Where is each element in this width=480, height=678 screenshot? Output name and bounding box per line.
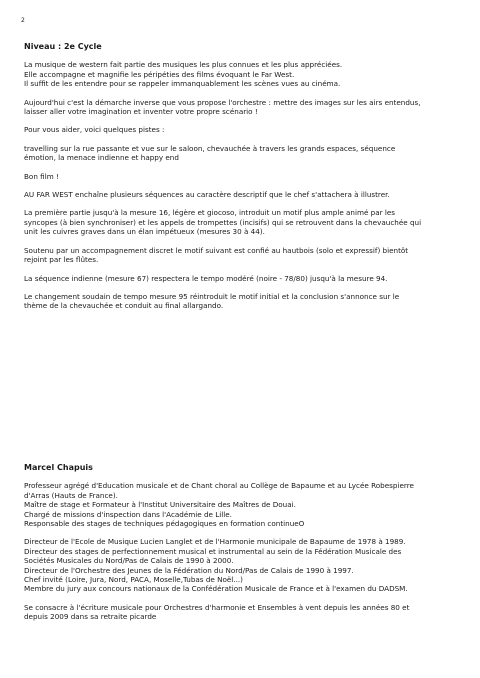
text-line: rejoint par les flûtes. <box>24 255 99 265</box>
paragraph <box>24 246 464 265</box>
text-line: Se consacre à l'écriture musicale pour Orchestres d'harmonie et Ensembles à vent depuis les années 80 et <box>24 602 410 612</box>
paragraph <box>24 603 464 622</box>
section-level <box>24 42 464 311</box>
text-line: La musique de western fait partie des musiques les plus connues et les plus appréciées. <box>24 60 343 70</box>
paragraph <box>24 98 464 117</box>
text-line: depuis 2009 dans sa retraite picarde <box>24 612 157 622</box>
text-line: Directeur des stages de perfectionnement musical et instrumental au sein de la Fédération Musicale des <box>24 546 402 556</box>
section-heading: Marcel Chapuis <box>24 463 93 472</box>
page-number: 2 <box>21 17 25 24</box>
text-line: La première partie jusqu'à la mesure 16, légère et giocoso, introduit un motif plus ample animé par les <box>24 208 396 218</box>
text-line: travelling sur la rue passante et vue sur le saloon, chevauchée à travers les grands espaces, séquence <box>24 143 396 153</box>
text-line: émotion, la menace indienne et happy end <box>24 153 179 163</box>
paragraph <box>24 60 464 88</box>
text-line: Directeur de l'Ecole de Musique Lucien Langlet et de l'Harmonie municipale de Bapaume de 1978 à 1989. <box>24 537 406 547</box>
paragraph <box>24 292 464 311</box>
paragraph: Pour vous aider, voici quelques pistes : <box>24 125 165 135</box>
text-line: d'Arras (Hauts de France). <box>24 490 118 500</box>
text-line: Elle accompagne et magnifie les péripéties des films évoquant le Far West. <box>24 69 295 79</box>
paragraph: La séquence indienne (mesure 67) respectera le tempo modéré (noire - 78/80) jusqu'à la mesure 94. <box>24 273 388 283</box>
text-line: laisser aller votre imagination et inventer votre propre scénario ! <box>24 107 258 117</box>
paragraph <box>24 208 464 236</box>
text-line: Chef invité (Loire, Jura, Nord, PACA, Moselle,Tubas de Noël...) <box>24 575 243 585</box>
paragraph <box>24 144 464 163</box>
text-line: Membre du jury aux concours nationaux de la Confédération Musicale de France et à l'examen du DADSM. <box>24 584 408 594</box>
text-line: Aujourd'hui c'est la démarche inverse que vous propose l'orchestre : mettre des images sur les airs entendus, <box>24 97 421 107</box>
text-line: Soutenu par un accompagnement discret le motif suivant est confié au hautbois (solo et expressif) bientôt <box>24 245 409 255</box>
text-line: Directeur de l'Orchestre des Jeunes de la Fédération du Nord/Pas de Calais de 1990 à 1997. <box>24 565 354 575</box>
text-line: Il suffit de les entendre pour se rappeler immanquablement les scènes vues au cinéma. <box>24 79 341 89</box>
text-line: Le changement soudain de tempo mesure 95 réintroduit le motif initial et la conclusion s'annonce sur le <box>24 291 400 301</box>
text-line: Professeur agrégé d'Education musicale et de Chant choral au Collège de Bapaume et au Lycée Robespierre <box>24 481 414 491</box>
paragraph: AU FAR WEST enchaîne plusieurs séquences au caractère descriptif que le chef s'attachera à illustrer. <box>24 190 390 200</box>
paragraph <box>24 537 464 593</box>
text-line: Chargé de missions d'inspection dans l'Académie de Lille. <box>24 509 232 519</box>
text-line: Responsable des stages de techniques pédagogiques en formation continueO <box>24 519 305 529</box>
text-line: syncopes (à bien synchroniser) et les appels de trompettes (incisifs) qui se retrouvent dans la chevauchée qui <box>24 217 422 227</box>
text-line: Sociétés Musicales du Nord/Pas de Calais de 1990 à 2000. <box>24 556 234 566</box>
paragraph: Bon film ! <box>24 171 59 181</box>
text-line: Maître de stage et Formateur à l'Institut Universitaire des Maîtres de Douai. <box>24 500 296 510</box>
section-biography <box>24 463 464 622</box>
section-heading: Niveau : 2e Cycle <box>24 42 102 51</box>
text-line: thème de la chevauchée et conduit au final allargando. <box>24 301 224 311</box>
text-line: unit les cuivres graves dans un élan impétueux (mesures 30 à 44). <box>24 227 265 237</box>
paragraph <box>24 481 464 528</box>
